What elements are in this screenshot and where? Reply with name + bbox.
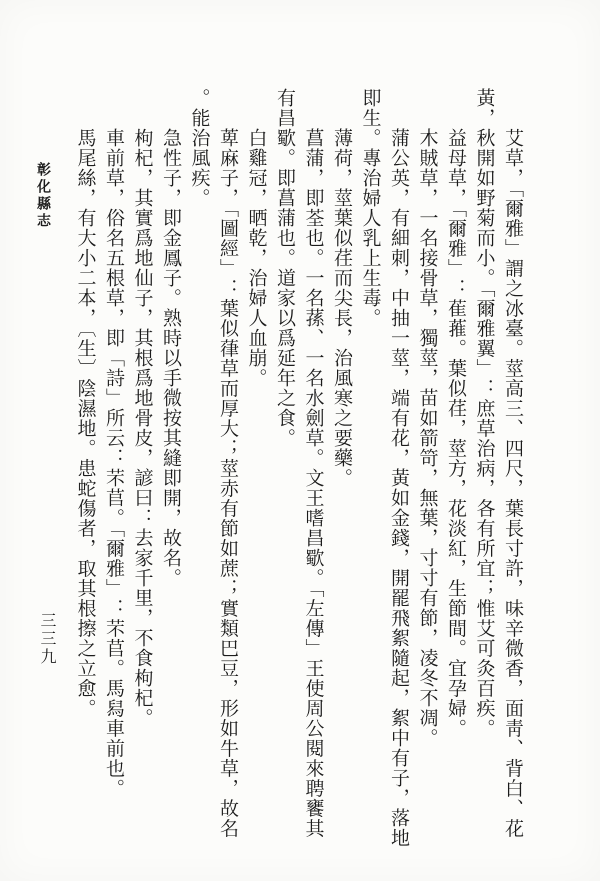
page-number: 三三九 xyxy=(38,612,55,666)
text-column-bimazi-2: 。能治風疾。 xyxy=(188,88,210,208)
text-column-pugongying-1: 蒲公英，有細刺，中抽一莖，端有花，黃如金錢，開罷飛絮隨起，絮中有子，落地 xyxy=(388,128,409,848)
text-column-jixingzi: 急性子，即金鳳子。熟時以手微按其縫即開，故名。 xyxy=(160,128,181,588)
book-title: 彰化縣志 xyxy=(35,162,50,230)
text-column-yimucao: 益母草，「爾雅」：萑蓷。葉似荏，莖方，花淡紅，生節間。宜孕婦。 xyxy=(445,128,466,739)
text-column-bohe: 薄荷，莖葉似荏而尖長，治風寒之要藥。 xyxy=(331,128,352,488)
text-column-bimazi-1: 萆麻子，「圖經」：葉似葎草而厚大；莖赤有節如蔗；實類巴豆，形如牛草，故名 xyxy=(217,128,238,839)
text-column-cheqiancao: 車前草，俗名五根草，即「詩」所云：芣苢。「爾雅」：芣苢。馬舄車前也。 xyxy=(103,128,124,799)
text-column-aicao-1: 艾草，「爾雅」謂之冰臺。莖高三、四尺，葉長寸許，味辛微香，面靑、背白、花 xyxy=(502,128,523,839)
text-column-changpu-2: 有昌歜。即菖蒲也。道家以爲延年之食。 xyxy=(274,88,295,448)
text-column-muzeicao: 木賊草，一名接骨草，獨莖，苗如箭笴，無葉，寸寸有節，凌冬不凋。 xyxy=(416,128,438,748)
text-column-changpu-1: 菖蒲，即荃也。一名蓀、一名水劍草。文王嗜昌歜。「左傳」王使周公閱來聘饔其 xyxy=(302,128,324,839)
text-column-gouqi: 枸杞，其實爲地仙子，其根爲地骨皮，諺曰：去家千里，不食枸杞。 xyxy=(131,128,153,728)
text-column-aicao-2: 黃，秋開如野菊而小。「爾雅翼」：庶草治病，各有所宜；惟艾可灸百疾。 xyxy=(473,88,495,739)
text-column-pugongying-2: 即生。專治婦人乳上生毒。 xyxy=(359,88,381,328)
text-column-baijiguan: 白雞冠，晒乾，治婦人血崩。 xyxy=(245,128,267,388)
main-text-block xyxy=(70,88,526,852)
text-column-maweisi: 馬尾絲，有大小二本，〔生〕陰濕地。患蛇傷者，取其根擦之立愈。 xyxy=(74,128,96,719)
